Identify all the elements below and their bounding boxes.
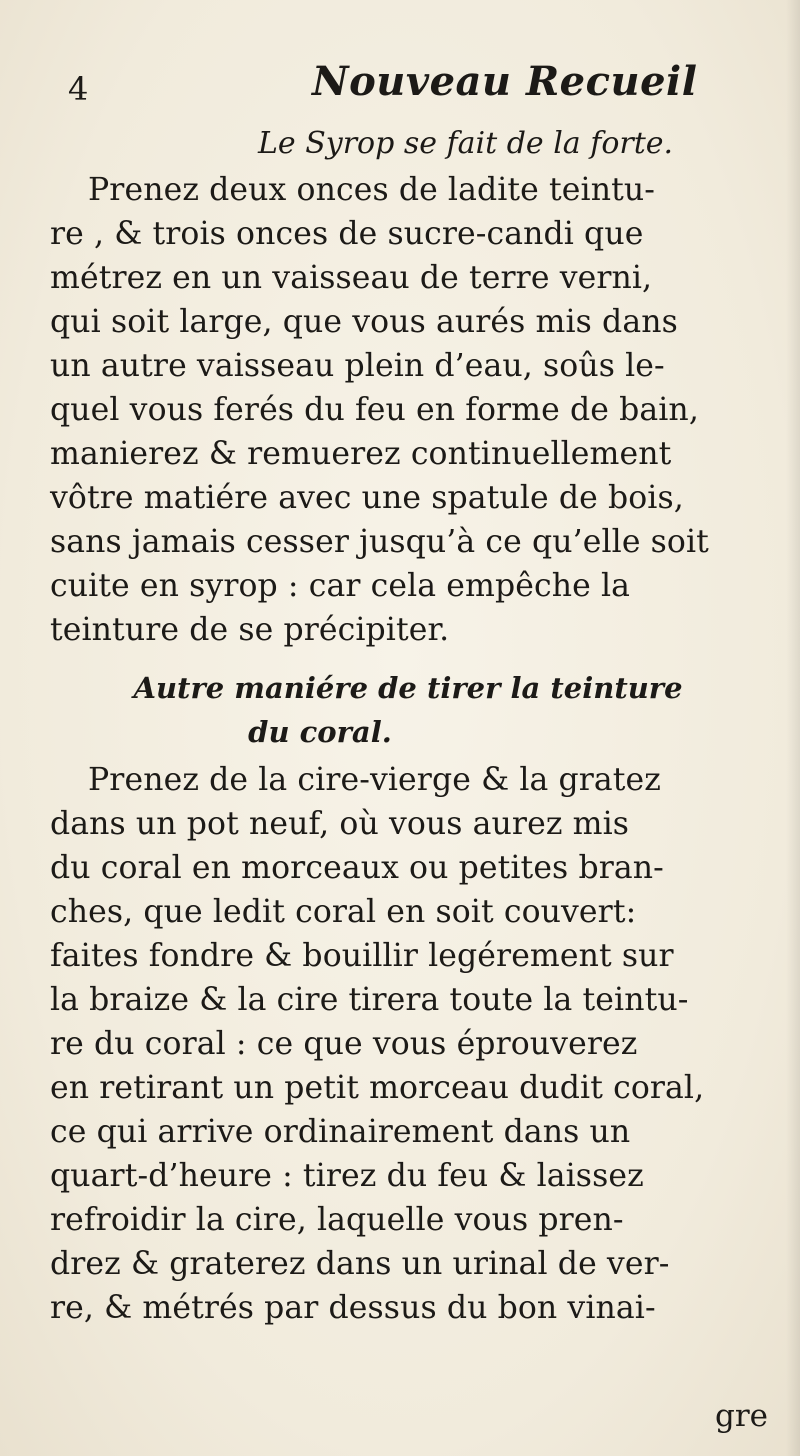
text-line: cuite en syrop : car cela empêche la <box>50 568 631 604</box>
text-line: refroidir la cire, laquelle vous pren- <box>50 1202 624 1238</box>
text-line: la braize & la cire tirera toute la teintu- <box>50 982 689 1018</box>
text-line: quel vous ferés du feu en forme de bain, <box>50 392 699 428</box>
text-line: métrez en un vaisseau de terre verni, <box>50 260 653 296</box>
text-line: re, & métrés par dessus du bon vinai- <box>50 1290 656 1326</box>
paragraph-coral <box>50 758 790 1330</box>
text-line: Prenez de la cire-vierge & la gratez <box>88 762 661 798</box>
text-line: re , & trois onces de sucre-candi que <box>50 216 644 252</box>
section-heading <box>0 666 800 754</box>
text-line: quart-d’heure : tirez du feu & laissez <box>50 1158 644 1194</box>
text-line: re du coral : ce que vous éprouverez <box>50 1026 638 1062</box>
text-line: faites fondre & bouillir legérement sur <box>50 938 674 974</box>
catchword: gre <box>714 1398 768 1434</box>
text-line: sans jamais cesser jusqu’à ce qu’elle soit <box>50 524 709 560</box>
page-number: 4 <box>68 70 89 108</box>
section-heading-line-2: du coral. <box>248 715 392 749</box>
text-line: un autre vaisseau plein d’eau, soûs le- <box>50 348 665 384</box>
section-heading-line-1: Autre maniére de tirer la teinture <box>133 671 683 705</box>
paragraph-syrop <box>50 168 790 652</box>
text-line: vôtre matiére avec une spatule de bois, <box>50 480 684 516</box>
caption-syrop: Le Syrop se fait de la forte. <box>258 126 674 161</box>
text-line: Prenez deux onces de ladite teintu- <box>88 172 655 208</box>
text-line: du coral en morceaux ou petites bran- <box>50 850 664 886</box>
text-line: ce qui arrive ordinairement dans un <box>50 1114 631 1150</box>
text-line: drez & graterez dans un urinal de ver- <box>50 1246 670 1282</box>
text-line: teinture de se précipiter. <box>50 612 450 648</box>
page-header <box>0 58 800 114</box>
running-title: Nouveau Recueil <box>312 58 698 105</box>
text-line: en retirant un petit morceau dudit coral, <box>50 1070 705 1106</box>
text-line: dans un pot neuf, où vous aurez mis <box>50 806 630 842</box>
text-line: ches, que ledit coral en soit couvert: <box>50 894 637 930</box>
text-line: qui soit large, que vous aurés mis dans <box>50 304 678 340</box>
text-line: manierez & remuerez continuellement <box>50 436 672 472</box>
